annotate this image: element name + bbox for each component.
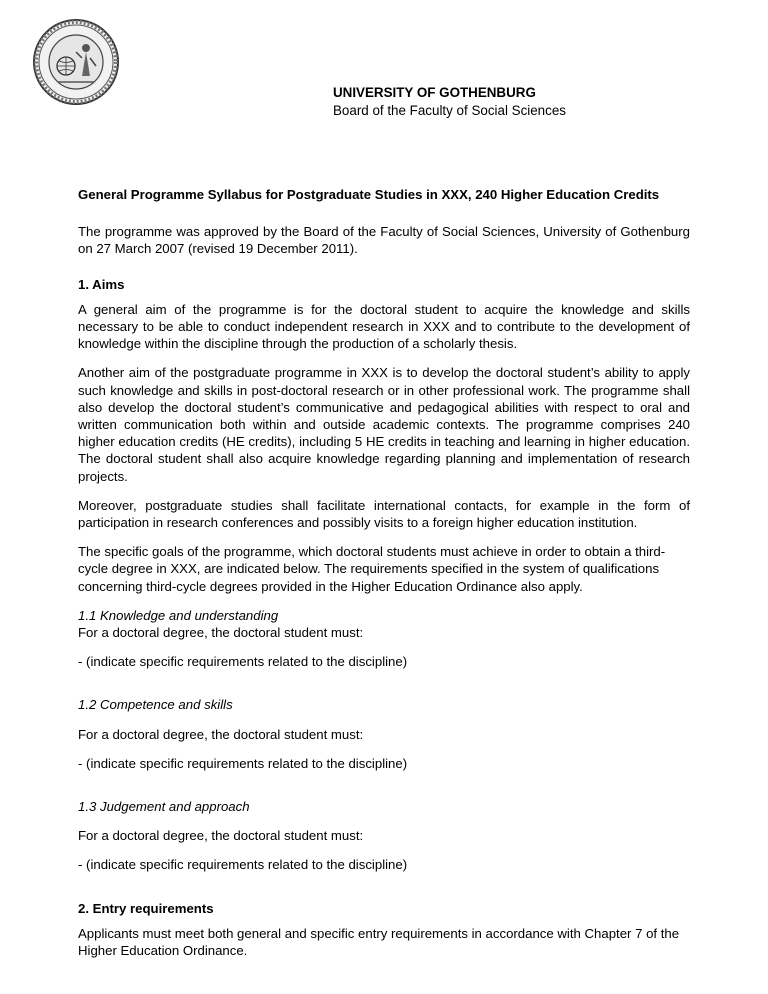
university-name: UNIVERSITY OF GOTHENBURG [333,85,536,100]
subsection-1-2-item: - (indicate specific requirements related to the discipline) [78,755,408,771]
subsection-1-1-item: - (indicate specific requirements related to the discipline) [78,654,408,670]
section-heading-entry: 2. Entry requirements [78,900,214,916]
aims-paragraph-1: A general aim of the programme is for the doctoral student to acquire the knowledge and skills necessary to be able to conduct independent research in XXX and to contribute to the development of knowledge within the discipline through the production of a scholarly thesis. [78,301,690,352]
board-name: Board of the Faculty of Social Sciences [333,103,566,118]
subsection-1-1-intro: For a doctoral degree, the doctoral student must: [78,625,364,641]
document-body [78,186,690,959]
subsection-1-3-item: - (indicate specific requirements related to the discipline) [78,857,408,873]
university-seal-icon [32,18,120,106]
section-heading-aims: 1. Aims [78,276,125,292]
subsection-heading-1-1: 1.1 Knowledge and understanding [78,607,279,623]
aims-paragraph-4: The specific goals of the programme, which doctoral students must achieve in order to obtain a third-cycle degree in XXX, are indicated below. The requirements specified in the system of qualifications concerning third-cycle degrees provided in the Higher Education Ordinance also apply. [78,544,666,594]
subsection-heading-1-3: 1.3 Judgement and approach [78,799,250,815]
document-header [333,84,566,120]
university-seal [32,18,120,106]
subsection-heading-1-2: 1.2 Competence and skills [78,697,233,713]
document-title: General Programme Syllabus for Postgraduate Studies in XXX, 240 Higher Education Credits [78,187,660,202]
subsection-1-3-intro: For a doctoral degree, the doctoral student must: [78,828,364,844]
aims-paragraph-3: Moreover, postgraduate studies shall facilitate international contacts, for example in the form of participation in research conferences and possibly visits to a foreign higher education institution. [78,497,690,531]
aims-paragraph-2: Another aim of the postgraduate programme in XXX is to develop the doctoral student’s ability to apply such knowledge and skills in post-doctoral research or in other professional work. The programme shall also develop the doctoral student’s communicative and pedagogical abilities with respect to oral and written communication both within and outside academic contexts. The programme comprises 240 higher education credits (HE credits), including 5 HE credits in teaching and learning in higher education. The doctoral student shall also acquire knowledge regarding planning and implementation of research projects. [78,365,690,484]
approval-statement: The programme was approved by the Board of the Faculty of Social Sciences, University of Gothenburg on 27 March 2007 (revised 19 December 2011). [78,224,690,257]
entry-paragraph-1: Applicants must meet both general and specific entry requirements in accordance with Chapter 7 of the Higher Education Ordinance. [78,925,680,959]
subsection-1-2-intro: For a doctoral degree, the doctoral student must: [78,726,364,742]
